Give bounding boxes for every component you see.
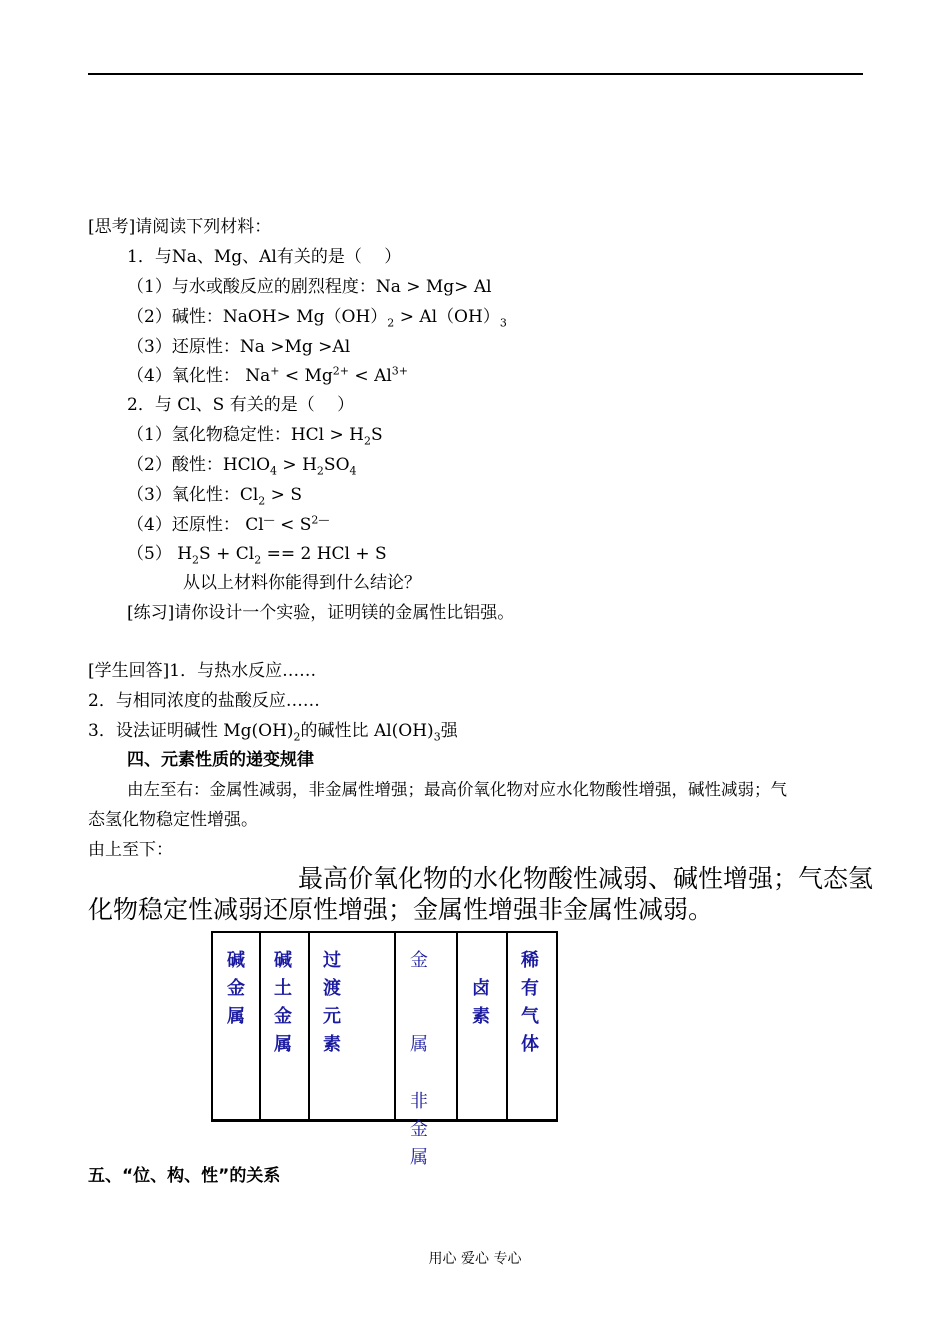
section-5-title: 五、“位、构、性”的关系: [88, 1166, 281, 1186]
group-alkali-metal: 碱 金 属: [227, 950, 245, 1027]
q2-stem: 2．与 Cl、S 有关的是（ ）: [127, 395, 355, 415]
q1-item1: （1）与水或酸反应的剧烈程度：Na > Mg> Al: [127, 277, 492, 297]
group-noble-gases: 稀 有 气 体: [521, 950, 539, 1055]
top-bottom-trend-line-1: 最高价氧化物的水化物酸性减弱、碱性增强；气态氢: [298, 864, 874, 893]
left-right-trend-line-1: 由左至右：金属性减弱，非金属性增强；最高价氧化物对应水化物酸性增强，碱性减弱；气: [127, 780, 787, 799]
answer-2: 2．与相同浓度的盐酸反应……: [88, 691, 320, 711]
column-divider: [456, 933, 458, 1119]
q2-item4: （4）还原性： $Cl^— < S^{2—}$: [127, 513, 330, 535]
q1-stem: 1．与Na、Mg、Al有关的是（ ）: [127, 247, 402, 267]
column-divider: [506, 933, 508, 1119]
q2-item1: （1）氢化物稳定性：HCl > $H_2S$: [127, 425, 383, 448]
think-title: [思考]请阅读下列材料：: [88, 217, 272, 237]
header-rule: [88, 73, 863, 75]
top-bottom-trend-line-2: 化物稳定性减弱还原性增强；金属性增强非金属性减弱。: [88, 895, 714, 924]
q1-item2: （2）碱性：NaOH> $Mg(OH)_2 > Al(OH)_3$: [127, 307, 507, 330]
element-group-table: [211, 931, 558, 1168]
q2-item2: （2）酸性：HClO$_4$ > $H_2SO_4$: [127, 455, 357, 478]
q2-item3: （3）氧化性：$Cl_2 > S$: [127, 485, 302, 508]
metal-label-middle: 属: [410, 1034, 428, 1055]
answer-1: [学生回答]1．与热水反应……: [88, 661, 317, 681]
practice-prompt: [练习]请你设计一个实验，证明镁的金属性比铝强。: [127, 603, 515, 623]
left-right-trend-line-2: 态氢化物稳定性增强。: [88, 810, 258, 830]
metal-label-top: 金: [410, 950, 428, 971]
q1-item4: （4）氧化性： $Na^+ < Mg^{2+} < Al^{3+}$: [127, 364, 408, 386]
group-transition-elements: 过 渡 元 素: [323, 950, 341, 1055]
top-bottom-label: 由上至下：: [88, 840, 173, 860]
nonmetal-label: 非 金 属: [410, 1091, 428, 1168]
column-divider: [259, 933, 261, 1119]
column-divider: [394, 933, 396, 1119]
column-divider: [308, 933, 310, 1119]
group-halogens: 卤 素: [472, 978, 490, 1027]
page-footer: 用心 爱心 专心: [428, 1251, 522, 1267]
q1-item3: （3）还原性：Na >Mg >Al: [127, 337, 351, 357]
section-4-title: 四、元素性质的递变规律: [127, 750, 314, 770]
conclusion-question: 从以上材料你能得到什么结论？: [183, 573, 421, 593]
q2-item5: （5） $H_2S + Cl_2 == 2$ HCl + S: [127, 544, 387, 567]
group-alkaline-earth-metal: 碱 土 金 属: [274, 950, 292, 1055]
answer-3: 3．设法证明碱性 $Mg(OH)_2$的碱性比 $Al(OH)_3$强: [88, 721, 458, 744]
